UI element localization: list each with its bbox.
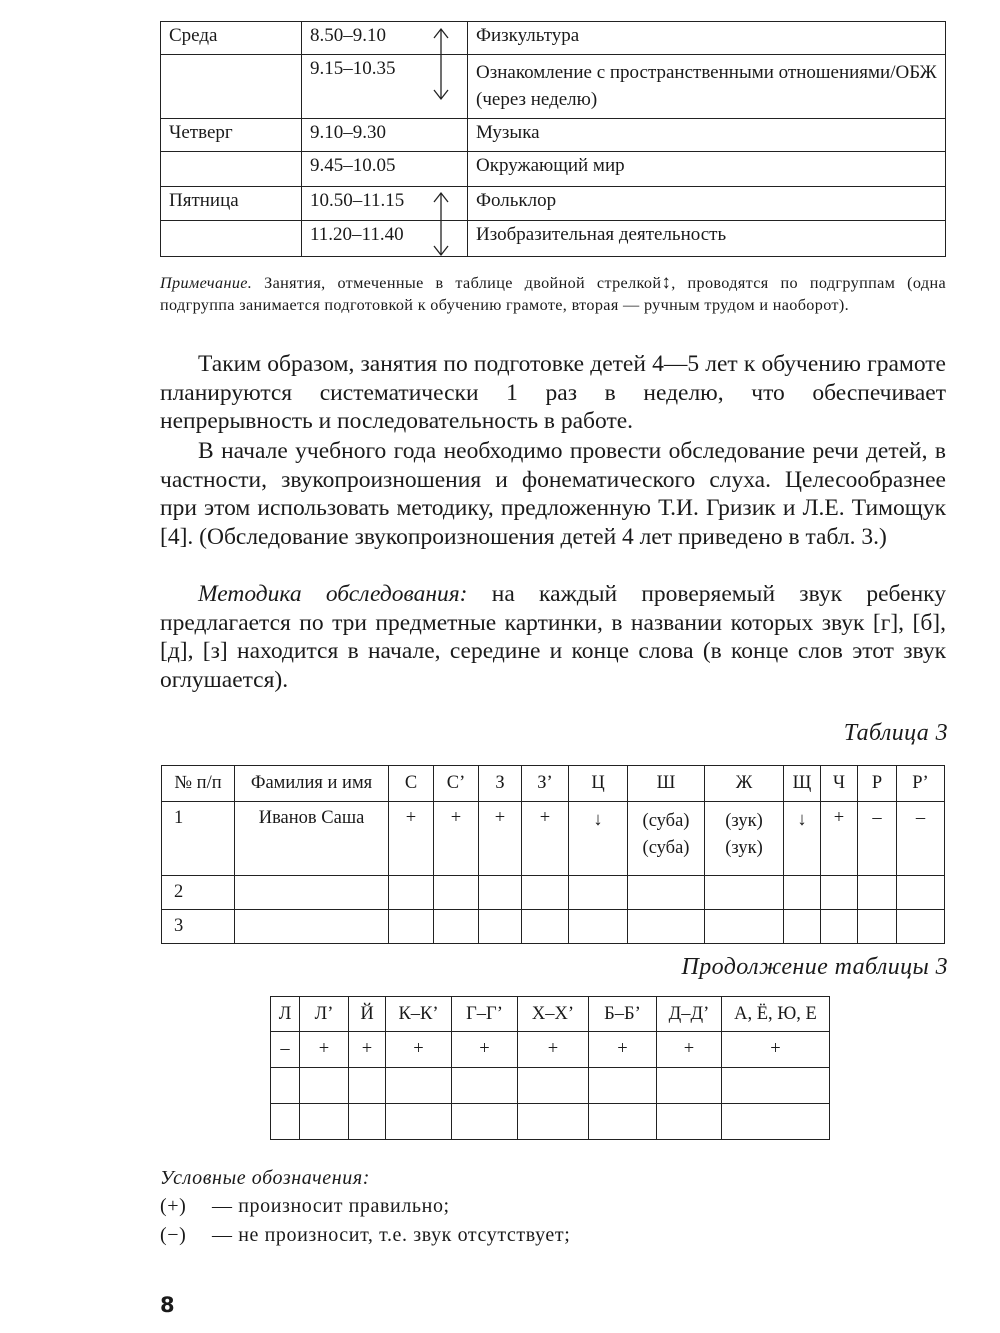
col-header: Фамилия и имя <box>235 766 389 802</box>
col-header: Ж <box>705 766 784 802</box>
schedule-time-cell <box>302 119 468 152</box>
col-header: № п/п <box>162 766 235 802</box>
double-arrow-icon <box>426 26 456 102</box>
result-r-soft: – <box>897 802 945 876</box>
col-header: К–К’ <box>386 997 452 1032</box>
result-cell: + <box>722 1032 830 1068</box>
result-cell: + <box>386 1032 452 1068</box>
schedule-day <box>161 152 302 187</box>
table-row <box>271 1032 830 1068</box>
schedule-time: 11.20–11.40 <box>310 224 404 245</box>
double-arrow-icon <box>426 190 456 258</box>
result-zh <box>705 802 784 876</box>
schedule-activity: Изобразительная деятельность <box>468 221 946 257</box>
method-text: на каждый проверяемый звук ребенку предлагается по три предметные картинки, в названии которых звук [г], [б], [д], [з] находится в начале, середине и конце слова (в конце слов этот звук оглушается). <box>160 581 946 693</box>
child-name: Иванов Саша <box>235 802 389 876</box>
paragraph-2: В начале учебного года необходимо провести обследование речи детей, в частности, звукопроизношения и фонематического слуха. Целесообразнее при этом использовать методику, предложенную Т.И. Гризик и Л.Е. Тимощук [4]. (Обследование звукопроизношения детей 4 лет приведено в табл. 3.) <box>160 438 946 550</box>
result-c: ↓ <box>569 802 628 876</box>
table-note <box>160 272 946 316</box>
result-zh-line: (зук) <box>725 811 763 831</box>
page-number: 8 <box>160 1293 175 1317</box>
col-header: Щ <box>784 766 821 802</box>
method-label: Методика обследования: <box>198 581 468 607</box>
table-row <box>162 802 945 876</box>
result-cell: + <box>589 1032 657 1068</box>
table3-continuation <box>270 996 830 1140</box>
row-number: 1 <box>162 802 235 876</box>
table-row <box>271 1068 830 1104</box>
col-header: С’ <box>434 766 479 802</box>
legend-text: — не произносит, т.е. звук отсутствует; <box>212 1224 571 1246</box>
note-text-cont: , проводятся по подгруппам (одна подгруппа занимается подготовкой к обучению грамоте, вторая — ручным трудом и наоборот). <box>160 274 946 314</box>
col-header: Х–Х’ <box>518 997 589 1032</box>
row-number: 3 <box>162 910 235 944</box>
legend-symbol: (+) <box>160 1195 187 1217</box>
col-header: А, Ё, Ю, Е <box>722 997 830 1032</box>
result-cell: + <box>518 1032 589 1068</box>
result-z-soft: + <box>522 802 569 876</box>
schedule-day <box>161 221 302 257</box>
result-s: + <box>389 802 434 876</box>
schedule-activity: Окружающий мир <box>468 152 946 187</box>
result-s-soft: + <box>434 802 479 876</box>
table3-cont-caption: Продолжение таблицы 3 <box>681 954 948 980</box>
col-header: Й <box>349 997 386 1032</box>
legend-item <box>160 1195 450 1218</box>
table-row <box>162 910 945 944</box>
col-header: Л <box>271 997 300 1032</box>
legend-symbol: (−) <box>160 1224 187 1246</box>
result-cell: + <box>452 1032 518 1068</box>
col-header: Р’ <box>897 766 945 802</box>
legend-title <box>160 1167 370 1190</box>
row-number: 2 <box>162 876 235 910</box>
schedule-row <box>161 22 946 55</box>
result-r: – <box>858 802 897 876</box>
legend-text: — произносит правильно; <box>212 1195 450 1217</box>
note-text: Занятия, отмеченные в таблице двойной стрелкой <box>264 274 662 292</box>
col-header: Ш <box>628 766 705 802</box>
col-header: Ч <box>821 766 858 802</box>
table3 <box>161 765 945 944</box>
result-ch: + <box>821 802 858 876</box>
table-row <box>162 876 945 910</box>
legend-title-text: Условные обозначения: <box>160 1167 371 1189</box>
schedule-row <box>161 119 946 152</box>
result-sh-line: (суба) <box>642 838 690 858</box>
result-z: + <box>479 802 522 876</box>
legend-item <box>160 1224 570 1247</box>
col-header: Р <box>858 766 897 802</box>
result-cell: – <box>271 1032 300 1068</box>
paragraph-1: Таким образом, занятия по подготовке детей 4—5 лет к обучению грамоте планируются систематически 1 раз в неделю, что обеспечивает непрерывность и последовательность в работе. <box>160 351 946 435</box>
schedule-row <box>161 221 946 257</box>
col-header: Д–Д’ <box>657 997 722 1032</box>
schedule-day: Четверг <box>161 119 302 152</box>
schedule-day: Среда <box>161 22 302 55</box>
schedule-time: 9.15–10.35 <box>310 58 396 79</box>
schedule-activity: Фольклор <box>468 187 946 221</box>
result-cell: + <box>657 1032 722 1068</box>
schedule-row <box>161 187 946 221</box>
table3-cont-header-row <box>271 997 830 1032</box>
schedule-activity: Физкультура <box>468 22 946 55</box>
schedule-day: Пятница <box>161 187 302 221</box>
result-sh-line: (суба) <box>642 811 690 831</box>
table-row <box>271 1104 830 1140</box>
col-header: Л’ <box>300 997 349 1032</box>
col-header: Б–Б’ <box>589 997 657 1032</box>
schedule-time: 8.50–9.10 <box>310 25 386 46</box>
schedule-row <box>161 55 946 119</box>
schedule-table <box>160 21 946 257</box>
schedule-activity: Музыка <box>468 119 946 152</box>
schedule-row <box>161 152 946 187</box>
col-header: С <box>389 766 434 802</box>
col-header: Г–Г’ <box>452 997 518 1032</box>
result-cell: + <box>300 1032 349 1068</box>
result-shch: ↓ <box>784 802 821 876</box>
schedule-activity: Ознакомление с пространственными отношениями/ОБЖ (через неделю) <box>468 55 946 119</box>
schedule-time: 10.50–11.15 <box>310 190 405 211</box>
note-label: Примечание. <box>160 274 253 292</box>
result-cell: + <box>349 1032 386 1068</box>
schedule-time: 9.10–9.30 <box>310 122 386 143</box>
col-header: З’ <box>522 766 569 802</box>
result-sh <box>628 802 705 876</box>
schedule-time-cell <box>302 152 468 187</box>
col-header: Ц <box>569 766 628 802</box>
schedule-time: 9.45–10.05 <box>310 155 396 176</box>
result-zh-line: (зук) <box>725 838 763 858</box>
table3-header-row <box>162 766 945 802</box>
schedule-day <box>161 55 302 119</box>
col-header: З <box>479 766 522 802</box>
table3-caption: Таблица 3 <box>843 720 948 746</box>
paragraph-3 <box>160 580 946 694</box>
note-arrow-symbol: ↕ <box>661 272 672 293</box>
